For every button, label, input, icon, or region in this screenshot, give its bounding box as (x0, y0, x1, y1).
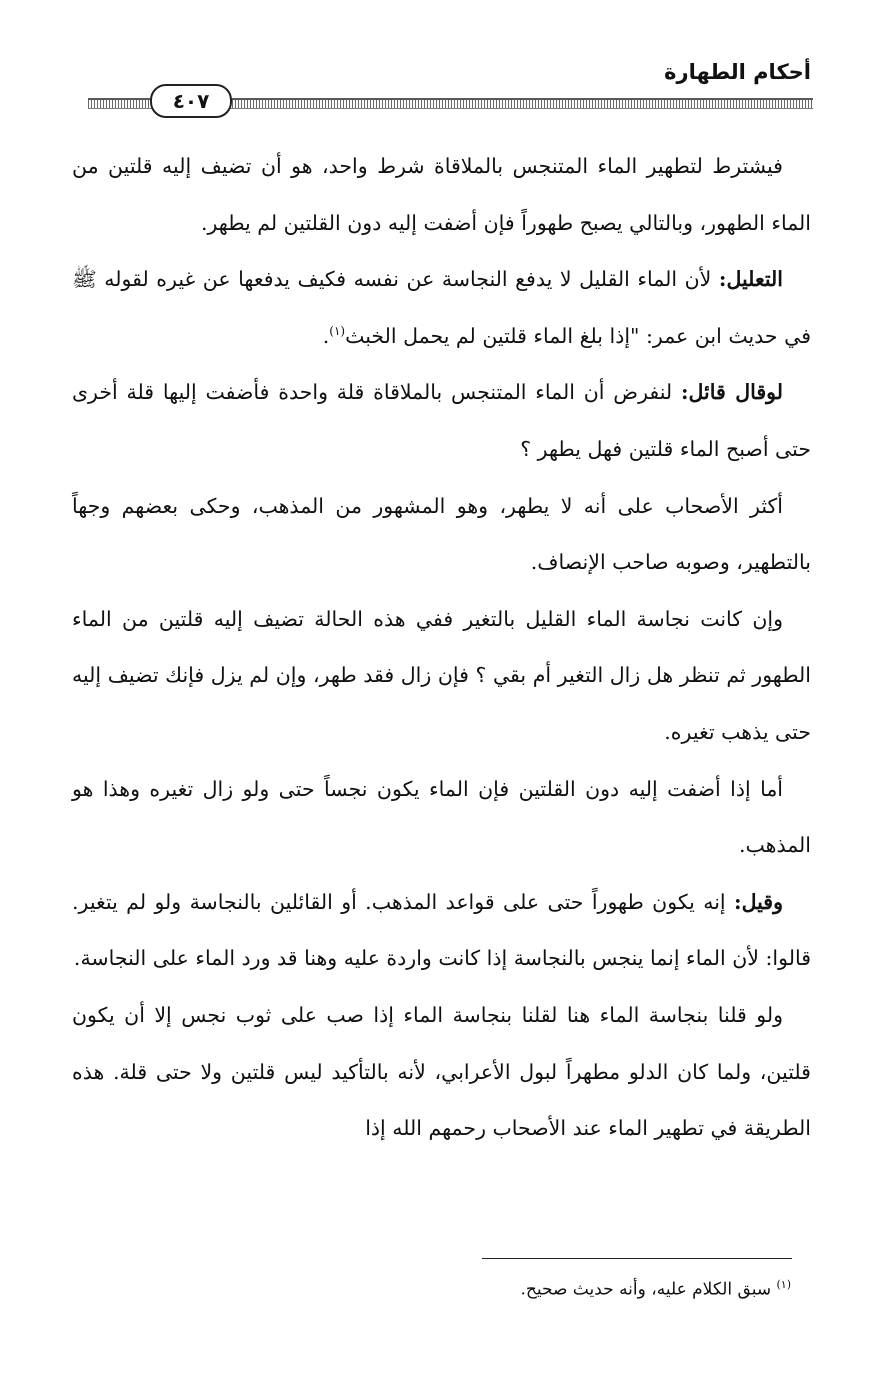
page-number: ٤٠٧ (150, 84, 232, 118)
paragraph (72, 364, 811, 477)
paragraph (72, 251, 811, 364)
paragraph-text: لنفرض أن الماء المتنجس بالملاقاة قلة واحدة فأضفت إليها قلة أخرى حتى أصبح الماء قلتين فهل يطهر ؟ (72, 380, 811, 461)
footnote-text: سبق الكلام عليه، وأنه حديث صحيح. (520, 1279, 772, 1300)
paragraph (72, 987, 811, 1157)
paragraph (72, 761, 811, 874)
paragraph-text: لأن الماء القليل لا يدفع النجاسة عن نفسه فكيف يدفعها عن غيره لقوله ﷺ في حديث ابن عمر: "إذا بلغ الماء قلتين لم يحمل الخبث (72, 267, 811, 348)
running-title: أحكام الطهارة (664, 60, 811, 84)
paragraph (72, 138, 811, 251)
paragraph-text: فيشترط لتطهير الماء المتنجس بالملاقاة شرط واحد، هو أن تضيف إليه قلتين من الماء الطهور، وبالتالي يصبح طهوراً فإن أضفت إليه دون القلتين لم يطهر. (72, 154, 811, 235)
paragraph-text: أكثر الأصحاب على أنه لا يطهر، وهو المشهور من المذهب، وحكى بعضهم وجهاً بالتطهير، وصوبه صاحب الإنصاف. (72, 493, 811, 575)
footnote-rule (482, 1258, 792, 1259)
footnote-marker: (١) (776, 1278, 791, 1291)
footnote-ref[interactable]: (١) (329, 323, 346, 338)
paragraph (72, 874, 811, 987)
paragraph-lead: لوقال قائل: (680, 380, 783, 405)
paragraph-lead: التعليل: (718, 267, 783, 292)
paragraph-text: أما إذا أضفت إليه دون القلتين فإن الماء يكون نجساً حتى ولو زال تغيره وهذا هو المذهب. (72, 776, 811, 858)
body-text (72, 138, 811, 1157)
paragraph (72, 591, 811, 761)
paragraph-text: وإن كانت نجاسة الماء القليل بالتغير ففي هذه الحالة تضيف إليه قلتين من الماء الطهور ثم تنظر هل زال التغير أم بقي ؟ فإن زال فقد طهر، وإن لم يزل فإنك تضيف إليه حتى يذهب تغيره. (72, 606, 811, 744)
paragraph (72, 478, 811, 591)
paragraph-text: ولو قلنا بنجاسة الماء هنا لقلنا بنجاسة الماء إذا صب على ثوب نجس إلا أن يكون قلتين، ولما كان الدلو مطهراً لبول الأعرابي، لأنه بالتأكيد ليس قلتين ولا حتى قلة. هذه الطريقة في تطهير الماء عند الأصحاب رحمهم الله إذا (72, 1002, 811, 1141)
paragraph-tail: . (322, 323, 330, 348)
paragraph-lead: وقيل: (734, 889, 783, 914)
paragraph-text: إنه يكون طهوراً حتى على قواعد المذهب. أو القائلين بالنجاسة ولو لم يتغير. قالوا: لأن الماء إنما ينجس بالنجاسة إذا كانت واردة عليه وهنا قد ورد الماء على النجاسة. (72, 889, 811, 971)
footnote (520, 1272, 791, 1303)
